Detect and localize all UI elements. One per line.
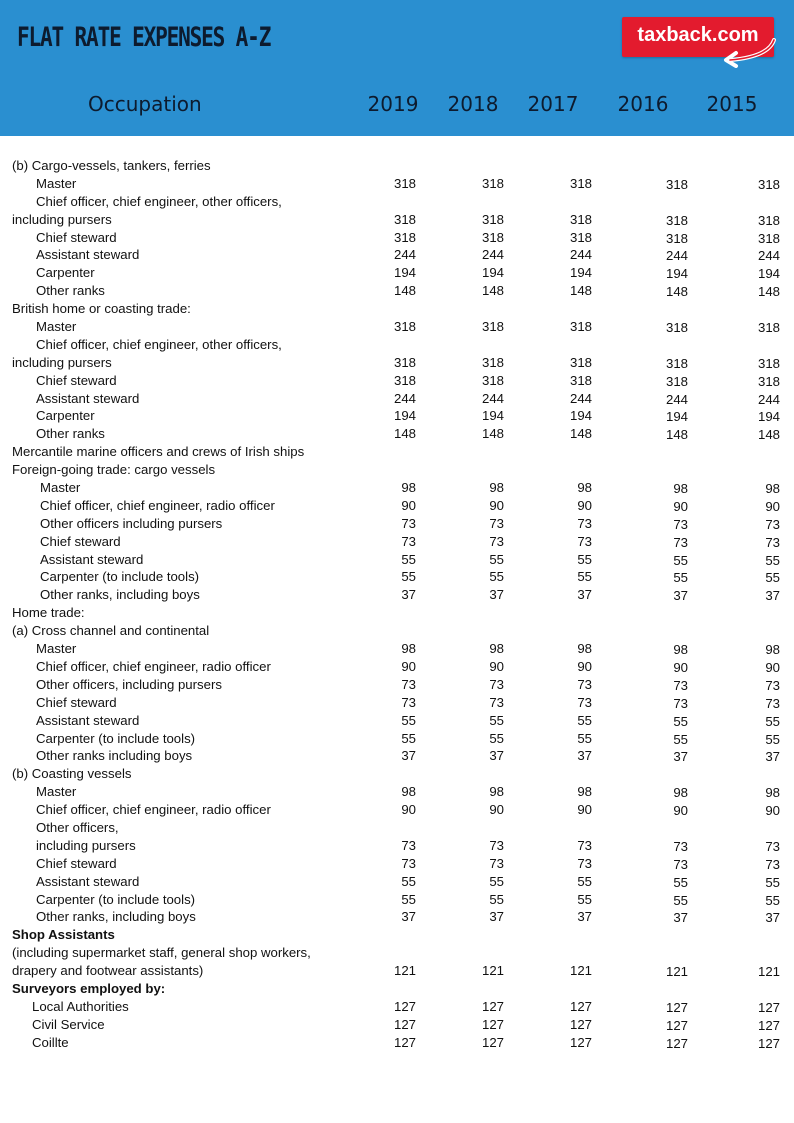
rate-value-2015: 127 bbox=[757, 999, 780, 1015]
rate-value-2016: 37 bbox=[673, 749, 688, 765]
rate-value-2018: 55 bbox=[489, 730, 504, 746]
table-row bbox=[0, 998, 794, 1016]
table-row bbox=[0, 837, 794, 855]
rate-value-2018: 73 bbox=[489, 694, 504, 710]
rate-value-2018: 244 bbox=[481, 247, 504, 263]
rate-value-2016: 127 bbox=[665, 999, 688, 1015]
rate-value-2015: 73 bbox=[765, 534, 780, 550]
page-title: FLAT RATE EXPENSES A-Z bbox=[17, 22, 271, 53]
rate-value-2015: 73 bbox=[765, 838, 780, 854]
occupation-label: Chief officer, chief engineer, radio officer bbox=[36, 658, 271, 674]
rate-value-2015: 98 bbox=[765, 642, 780, 658]
occupation-label: Chief steward bbox=[36, 229, 117, 245]
rate-value-2016: 194 bbox=[665, 409, 688, 425]
rate-value-2019: 55 bbox=[401, 551, 416, 567]
table-row bbox=[0, 819, 794, 837]
rate-value-2016: 55 bbox=[673, 570, 688, 586]
year-header-2019: 2019 bbox=[367, 92, 419, 116]
table-row bbox=[0, 533, 794, 551]
rate-value-2017: 73 bbox=[577, 837, 592, 853]
rate-value-2019: 37 bbox=[401, 748, 416, 764]
rate-value-2017: 318 bbox=[569, 354, 592, 370]
rate-value-2019: 148 bbox=[393, 426, 416, 442]
rate-value-2017: 90 bbox=[577, 658, 592, 674]
occupation-label: Chief officer, chief engineer, other officers, bbox=[36, 193, 282, 209]
table-row bbox=[0, 944, 794, 962]
table-row bbox=[0, 175, 794, 193]
rate-value-2017: 55 bbox=[577, 891, 592, 907]
rate-value-2015: 244 bbox=[757, 391, 780, 407]
table-row bbox=[0, 229, 794, 247]
rate-value-2015: 98 bbox=[765, 785, 780, 801]
rate-value-2017: 90 bbox=[577, 802, 592, 818]
occupation-label: Carpenter bbox=[36, 265, 95, 281]
rate-value-2019: 194 bbox=[393, 265, 416, 281]
occupation-label: Chief officer, chief engineer, radio officer bbox=[40, 497, 275, 513]
rate-value-2016: 194 bbox=[665, 266, 688, 282]
rate-value-2015: 90 bbox=[765, 498, 780, 514]
table-row bbox=[0, 551, 794, 569]
rate-value-2015: 318 bbox=[757, 355, 780, 371]
rate-value-2015: 55 bbox=[765, 731, 780, 747]
rate-value-2019: 55 bbox=[401, 730, 416, 746]
rate-value-2018: 37 bbox=[489, 748, 504, 764]
rate-value-2017: 90 bbox=[577, 497, 592, 513]
rate-value-2018: 318 bbox=[481, 229, 504, 245]
rate-value-2017: 318 bbox=[569, 372, 592, 388]
rate-value-2017: 121 bbox=[569, 963, 592, 979]
rate-value-2017: 98 bbox=[577, 784, 592, 800]
occupation-column-header: Occupation bbox=[88, 92, 202, 116]
rate-value-2015: 37 bbox=[765, 910, 780, 926]
occupation-label: Assistant steward bbox=[36, 390, 140, 406]
rate-value-2015: 318 bbox=[757, 373, 780, 389]
rate-value-2015: 127 bbox=[757, 1017, 780, 1033]
rate-value-2018: 318 bbox=[481, 354, 504, 370]
rate-value-2017: 148 bbox=[569, 283, 592, 299]
rate-value-2016: 318 bbox=[665, 176, 688, 192]
occupation-label: Carpenter (to include tools) bbox=[36, 730, 196, 746]
rate-value-2017: 148 bbox=[569, 426, 592, 442]
rate-value-2019: 318 bbox=[393, 319, 416, 335]
occupation-label: Other officers, bbox=[36, 819, 119, 835]
rate-value-2018: 244 bbox=[481, 390, 504, 406]
occupation-label: Master bbox=[36, 784, 77, 800]
rate-value-2015: 121 bbox=[757, 964, 780, 980]
occupation-label: Shop Assistants bbox=[12, 927, 115, 943]
rate-value-2019: 73 bbox=[401, 515, 416, 531]
rate-value-2017: 37 bbox=[577, 587, 592, 603]
rate-value-2018: 73 bbox=[489, 855, 504, 871]
year-header-2016: 2016 bbox=[617, 92, 669, 116]
rate-value-2018: 90 bbox=[489, 658, 504, 674]
table-row bbox=[0, 640, 794, 658]
rate-value-2018: 318 bbox=[481, 211, 504, 227]
rate-value-2018: 73 bbox=[489, 533, 504, 549]
table-row bbox=[0, 658, 794, 676]
rate-value-2016: 73 bbox=[673, 534, 688, 550]
table-row bbox=[0, 908, 794, 926]
occupation-label: Carpenter (to include tools) bbox=[36, 891, 196, 907]
rate-value-2018: 318 bbox=[481, 175, 504, 191]
rate-value-2017: 127 bbox=[569, 998, 592, 1014]
rate-value-2016: 127 bbox=[665, 1035, 688, 1051]
occupation-label: Other ranks including boys bbox=[36, 748, 193, 764]
rate-value-2016: 148 bbox=[665, 284, 688, 300]
occupation-label: Other ranks, including boys bbox=[36, 909, 196, 925]
rate-value-2016: 73 bbox=[673, 677, 688, 693]
occupation-label: Mercantile marine officers and crews of Irish ships bbox=[12, 444, 305, 460]
rate-value-2019: 121 bbox=[393, 963, 416, 979]
rate-value-2016: 90 bbox=[673, 498, 688, 514]
rate-value-2016: 98 bbox=[673, 481, 688, 497]
occupation-label: Chief steward bbox=[36, 855, 117, 871]
rate-value-2017: 73 bbox=[577, 855, 592, 871]
occupation-label: (b) Coasting vessels bbox=[12, 766, 132, 782]
occupation-label: Other officers, including pursers bbox=[36, 676, 222, 692]
rate-value-2017: 73 bbox=[577, 533, 592, 549]
rate-value-2019: 318 bbox=[393, 175, 416, 191]
table-row bbox=[0, 855, 794, 873]
year-header-2018: 2018 bbox=[447, 92, 499, 116]
rate-value-2015: 55 bbox=[765, 713, 780, 729]
occupation-label: (including supermarket staff, general shop workers, bbox=[12, 945, 311, 961]
occupation-label: Other officers including pursers bbox=[40, 515, 223, 531]
table-row bbox=[0, 694, 794, 712]
occupation-label: Chief steward bbox=[36, 694, 117, 710]
rate-value-2016: 98 bbox=[673, 785, 688, 801]
table-row bbox=[0, 604, 794, 622]
rate-value-2016: 318 bbox=[665, 230, 688, 246]
rate-value-2019: 318 bbox=[393, 229, 416, 245]
occupation-label: Chief steward bbox=[36, 372, 117, 388]
rate-value-2015: 73 bbox=[765, 516, 780, 532]
rate-value-2019: 55 bbox=[401, 712, 416, 728]
table-row bbox=[0, 354, 794, 372]
table-row bbox=[0, 568, 794, 586]
occupation-label: Carpenter (to include tools) bbox=[40, 569, 200, 585]
occupation-label: Other ranks bbox=[36, 283, 105, 299]
rate-value-2019: 244 bbox=[393, 247, 416, 263]
rate-value-2015: 318 bbox=[757, 212, 780, 228]
table-row bbox=[0, 318, 794, 336]
rate-value-2015: 37 bbox=[765, 588, 780, 604]
occupation-label: Chief officer, chief engineer, other officers, bbox=[36, 336, 282, 352]
occupation-label: Other ranks, including boys bbox=[40, 587, 200, 603]
rate-value-2015: 90 bbox=[765, 659, 780, 675]
rate-value-2016: 55 bbox=[673, 731, 688, 747]
rate-value-2016: 55 bbox=[673, 892, 688, 908]
occupation-label: Other ranks bbox=[36, 426, 105, 442]
table-row bbox=[0, 1016, 794, 1034]
rate-value-2015: 148 bbox=[757, 284, 780, 300]
table-row bbox=[0, 980, 794, 998]
occupation-label: Assistant steward bbox=[40, 551, 144, 567]
table-row bbox=[0, 390, 794, 408]
rate-value-2019: 90 bbox=[401, 658, 416, 674]
table-row bbox=[0, 282, 794, 300]
rate-value-2016: 73 bbox=[673, 856, 688, 872]
rate-value-2016: 55 bbox=[673, 874, 688, 890]
rate-value-2016: 318 bbox=[665, 320, 688, 336]
rate-value-2017: 244 bbox=[569, 247, 592, 263]
rate-value-2017: 194 bbox=[569, 265, 592, 281]
rate-value-2018: 90 bbox=[489, 497, 504, 513]
rate-value-2019: 244 bbox=[393, 390, 416, 406]
rate-value-2018: 55 bbox=[489, 891, 504, 907]
occupation-label: Assistant steward bbox=[36, 712, 140, 728]
rate-value-2018: 318 bbox=[481, 319, 504, 335]
occupation-label: including pursers bbox=[36, 837, 136, 853]
table-row bbox=[0, 246, 794, 264]
rate-value-2016: 121 bbox=[665, 964, 688, 980]
table-row bbox=[0, 962, 794, 980]
rate-value-2017: 127 bbox=[569, 1016, 592, 1032]
table-row bbox=[0, 211, 794, 229]
rate-value-2017: 318 bbox=[569, 229, 592, 245]
rate-value-2017: 37 bbox=[577, 748, 592, 764]
rate-value-2018: 98 bbox=[489, 641, 504, 657]
occupation-label: Assistant steward bbox=[36, 247, 140, 263]
rate-value-2018: 318 bbox=[481, 372, 504, 388]
rate-value-2015: 37 bbox=[765, 749, 780, 765]
table-row bbox=[0, 372, 794, 390]
rate-value-2015: 194 bbox=[757, 266, 780, 282]
rate-value-2019: 127 bbox=[393, 1016, 416, 1032]
table-row bbox=[0, 712, 794, 730]
rate-value-2018: 73 bbox=[489, 837, 504, 853]
rate-value-2019: 194 bbox=[393, 408, 416, 424]
rate-value-2018: 194 bbox=[481, 265, 504, 281]
expenses-table bbox=[0, 157, 794, 1052]
rate-value-2018: 55 bbox=[489, 873, 504, 889]
rate-value-2017: 73 bbox=[577, 515, 592, 531]
rate-value-2018: 127 bbox=[481, 1034, 504, 1050]
rate-value-2016: 73 bbox=[673, 516, 688, 532]
rate-value-2015: 73 bbox=[765, 695, 780, 711]
table-row bbox=[0, 515, 794, 533]
rate-value-2019: 37 bbox=[401, 587, 416, 603]
rate-value-2019: 73 bbox=[401, 676, 416, 692]
rate-value-2018: 148 bbox=[481, 426, 504, 442]
year-header-2015: 2015 bbox=[706, 92, 758, 116]
occupation-label: Foreign-going trade: cargo vessels bbox=[12, 462, 216, 478]
rate-value-2015: 318 bbox=[757, 230, 780, 246]
rate-value-2015: 55 bbox=[765, 892, 780, 908]
rate-value-2019: 98 bbox=[401, 641, 416, 657]
rate-value-2019: 73 bbox=[401, 855, 416, 871]
rate-value-2017: 318 bbox=[569, 175, 592, 191]
table-row bbox=[0, 747, 794, 765]
rate-value-2017: 55 bbox=[577, 712, 592, 728]
rate-value-2018: 127 bbox=[481, 998, 504, 1014]
table-row bbox=[0, 264, 794, 282]
table-row bbox=[0, 622, 794, 640]
occupation-label: Civil Service bbox=[32, 1016, 105, 1032]
rate-value-2015: 55 bbox=[765, 570, 780, 586]
rate-value-2019: 73 bbox=[401, 533, 416, 549]
rate-value-2019: 55 bbox=[401, 873, 416, 889]
table-row bbox=[0, 891, 794, 909]
table-row bbox=[0, 479, 794, 497]
rate-value-2015: 318 bbox=[757, 320, 780, 336]
occupation-label: Master bbox=[40, 480, 81, 496]
table-row bbox=[0, 765, 794, 783]
rate-value-2015: 73 bbox=[765, 677, 780, 693]
occupation-label: Carpenter bbox=[36, 408, 95, 424]
rate-value-2015: 148 bbox=[757, 427, 780, 443]
table-row bbox=[0, 461, 794, 479]
occupation-label: British home or coasting trade: bbox=[12, 301, 191, 317]
rate-value-2018: 55 bbox=[489, 551, 504, 567]
rate-value-2016: 90 bbox=[673, 803, 688, 819]
occupation-label: Surveyors employed by: bbox=[12, 980, 166, 996]
occupation-label: Coillte bbox=[32, 1034, 69, 1050]
table-row bbox=[0, 443, 794, 461]
rate-value-2015: 318 bbox=[757, 176, 780, 192]
occupation-label: Assistant steward bbox=[36, 873, 140, 889]
table-row bbox=[0, 676, 794, 694]
rate-value-2016: 55 bbox=[673, 713, 688, 729]
table-row bbox=[0, 407, 794, 425]
table-row bbox=[0, 425, 794, 443]
table-row bbox=[0, 336, 794, 354]
rate-value-2016: 37 bbox=[673, 910, 688, 926]
rate-value-2019: 90 bbox=[401, 497, 416, 513]
rate-value-2019: 37 bbox=[401, 909, 416, 925]
occupation-label: Master bbox=[36, 319, 77, 335]
table-row bbox=[0, 1034, 794, 1052]
rate-value-2017: 73 bbox=[577, 694, 592, 710]
rate-value-2018: 37 bbox=[489, 587, 504, 603]
rate-value-2016: 98 bbox=[673, 642, 688, 658]
rate-value-2018: 37 bbox=[489, 909, 504, 925]
table-row bbox=[0, 497, 794, 515]
year-header-2017: 2017 bbox=[527, 92, 579, 116]
rate-value-2017: 244 bbox=[569, 390, 592, 406]
occupation-label: Local Authorities bbox=[32, 998, 129, 1014]
rate-value-2016: 90 bbox=[673, 659, 688, 675]
rate-value-2019: 73 bbox=[401, 694, 416, 710]
occupation-label: Chief officer, chief engineer, radio officer bbox=[36, 802, 271, 818]
rate-value-2017: 55 bbox=[577, 873, 592, 889]
rate-value-2017: 98 bbox=[577, 480, 592, 496]
rate-value-2015: 55 bbox=[765, 874, 780, 890]
rate-value-2017: 98 bbox=[577, 641, 592, 657]
rate-value-2018: 98 bbox=[489, 784, 504, 800]
rate-value-2019: 90 bbox=[401, 802, 416, 818]
table-row bbox=[0, 926, 794, 944]
rate-value-2019: 55 bbox=[401, 891, 416, 907]
occupation-label: Chief steward bbox=[40, 533, 121, 549]
rate-value-2016: 73 bbox=[673, 695, 688, 711]
rate-value-2019: 318 bbox=[393, 372, 416, 388]
rate-value-2018: 121 bbox=[481, 963, 504, 979]
rate-value-2016: 244 bbox=[665, 248, 688, 264]
rate-value-2017: 73 bbox=[577, 676, 592, 692]
occupation-label: (b) Cargo-vessels, tankers, ferries bbox=[12, 158, 211, 173]
rate-value-2019: 127 bbox=[393, 1034, 416, 1050]
rate-value-2017: 127 bbox=[569, 1034, 592, 1050]
rate-value-2017: 55 bbox=[577, 730, 592, 746]
rate-value-2016: 127 bbox=[665, 1017, 688, 1033]
occupation-label: Master bbox=[36, 641, 77, 657]
rate-value-2016: 37 bbox=[673, 588, 688, 604]
rate-value-2019: 127 bbox=[393, 998, 416, 1014]
rate-value-2016: 244 bbox=[665, 391, 688, 407]
rate-value-2017: 318 bbox=[569, 319, 592, 335]
table-row bbox=[0, 730, 794, 748]
rate-value-2018: 90 bbox=[489, 802, 504, 818]
rate-value-2016: 318 bbox=[665, 212, 688, 228]
rate-value-2019: 98 bbox=[401, 784, 416, 800]
rate-value-2018: 148 bbox=[481, 283, 504, 299]
rate-value-2015: 98 bbox=[765, 481, 780, 497]
rate-value-2019: 318 bbox=[393, 354, 416, 370]
table-row bbox=[0, 873, 794, 891]
table-row bbox=[0, 157, 794, 175]
rate-value-2017: 194 bbox=[569, 408, 592, 424]
rate-value-2019: 98 bbox=[401, 480, 416, 496]
rate-value-2015: 194 bbox=[757, 409, 780, 425]
rate-value-2016: 55 bbox=[673, 552, 688, 568]
rate-value-2018: 194 bbox=[481, 408, 504, 424]
rate-value-2017: 55 bbox=[577, 551, 592, 567]
rate-value-2016: 148 bbox=[665, 427, 688, 443]
rate-value-2017: 37 bbox=[577, 909, 592, 925]
rate-value-2019: 73 bbox=[401, 837, 416, 853]
occupation-label: Home trade: bbox=[12, 605, 85, 621]
rate-value-2018: 55 bbox=[489, 712, 504, 728]
table-row bbox=[0, 801, 794, 819]
occupation-label: (a) Cross channel and continental bbox=[12, 623, 210, 639]
occupation-label: including pursers bbox=[12, 211, 112, 227]
rate-value-2015: 55 bbox=[765, 552, 780, 568]
rate-value-2018: 98 bbox=[489, 480, 504, 496]
rate-value-2016: 318 bbox=[665, 373, 688, 389]
rate-value-2018: 73 bbox=[489, 676, 504, 692]
rate-value-2015: 90 bbox=[765, 803, 780, 819]
rate-value-2016: 73 bbox=[673, 838, 688, 854]
rate-value-2019: 55 bbox=[401, 569, 416, 585]
logo-swoosh-icon bbox=[690, 38, 780, 68]
rate-value-2017: 55 bbox=[577, 569, 592, 585]
rate-value-2016: 318 bbox=[665, 355, 688, 371]
rate-value-2015: 127 bbox=[757, 1035, 780, 1051]
occupation-label: including pursers bbox=[12, 354, 112, 370]
rate-value-2018: 55 bbox=[489, 569, 504, 585]
table-row bbox=[0, 193, 794, 211]
rate-value-2018: 73 bbox=[489, 515, 504, 531]
table-row bbox=[0, 586, 794, 604]
occupation-label: drapery and footwear assistants) bbox=[12, 963, 204, 979]
logo-text: taxback.com bbox=[637, 24, 759, 46]
occupation-label: Master bbox=[36, 175, 77, 191]
rate-value-2015: 73 bbox=[765, 856, 780, 872]
rate-value-2017: 318 bbox=[569, 211, 592, 227]
table-row bbox=[0, 300, 794, 318]
table-row bbox=[0, 783, 794, 801]
rate-value-2018: 127 bbox=[481, 1016, 504, 1032]
rate-value-2019: 148 bbox=[393, 283, 416, 299]
rate-value-2015: 244 bbox=[757, 248, 780, 264]
rate-value-2019: 318 bbox=[393, 211, 416, 227]
